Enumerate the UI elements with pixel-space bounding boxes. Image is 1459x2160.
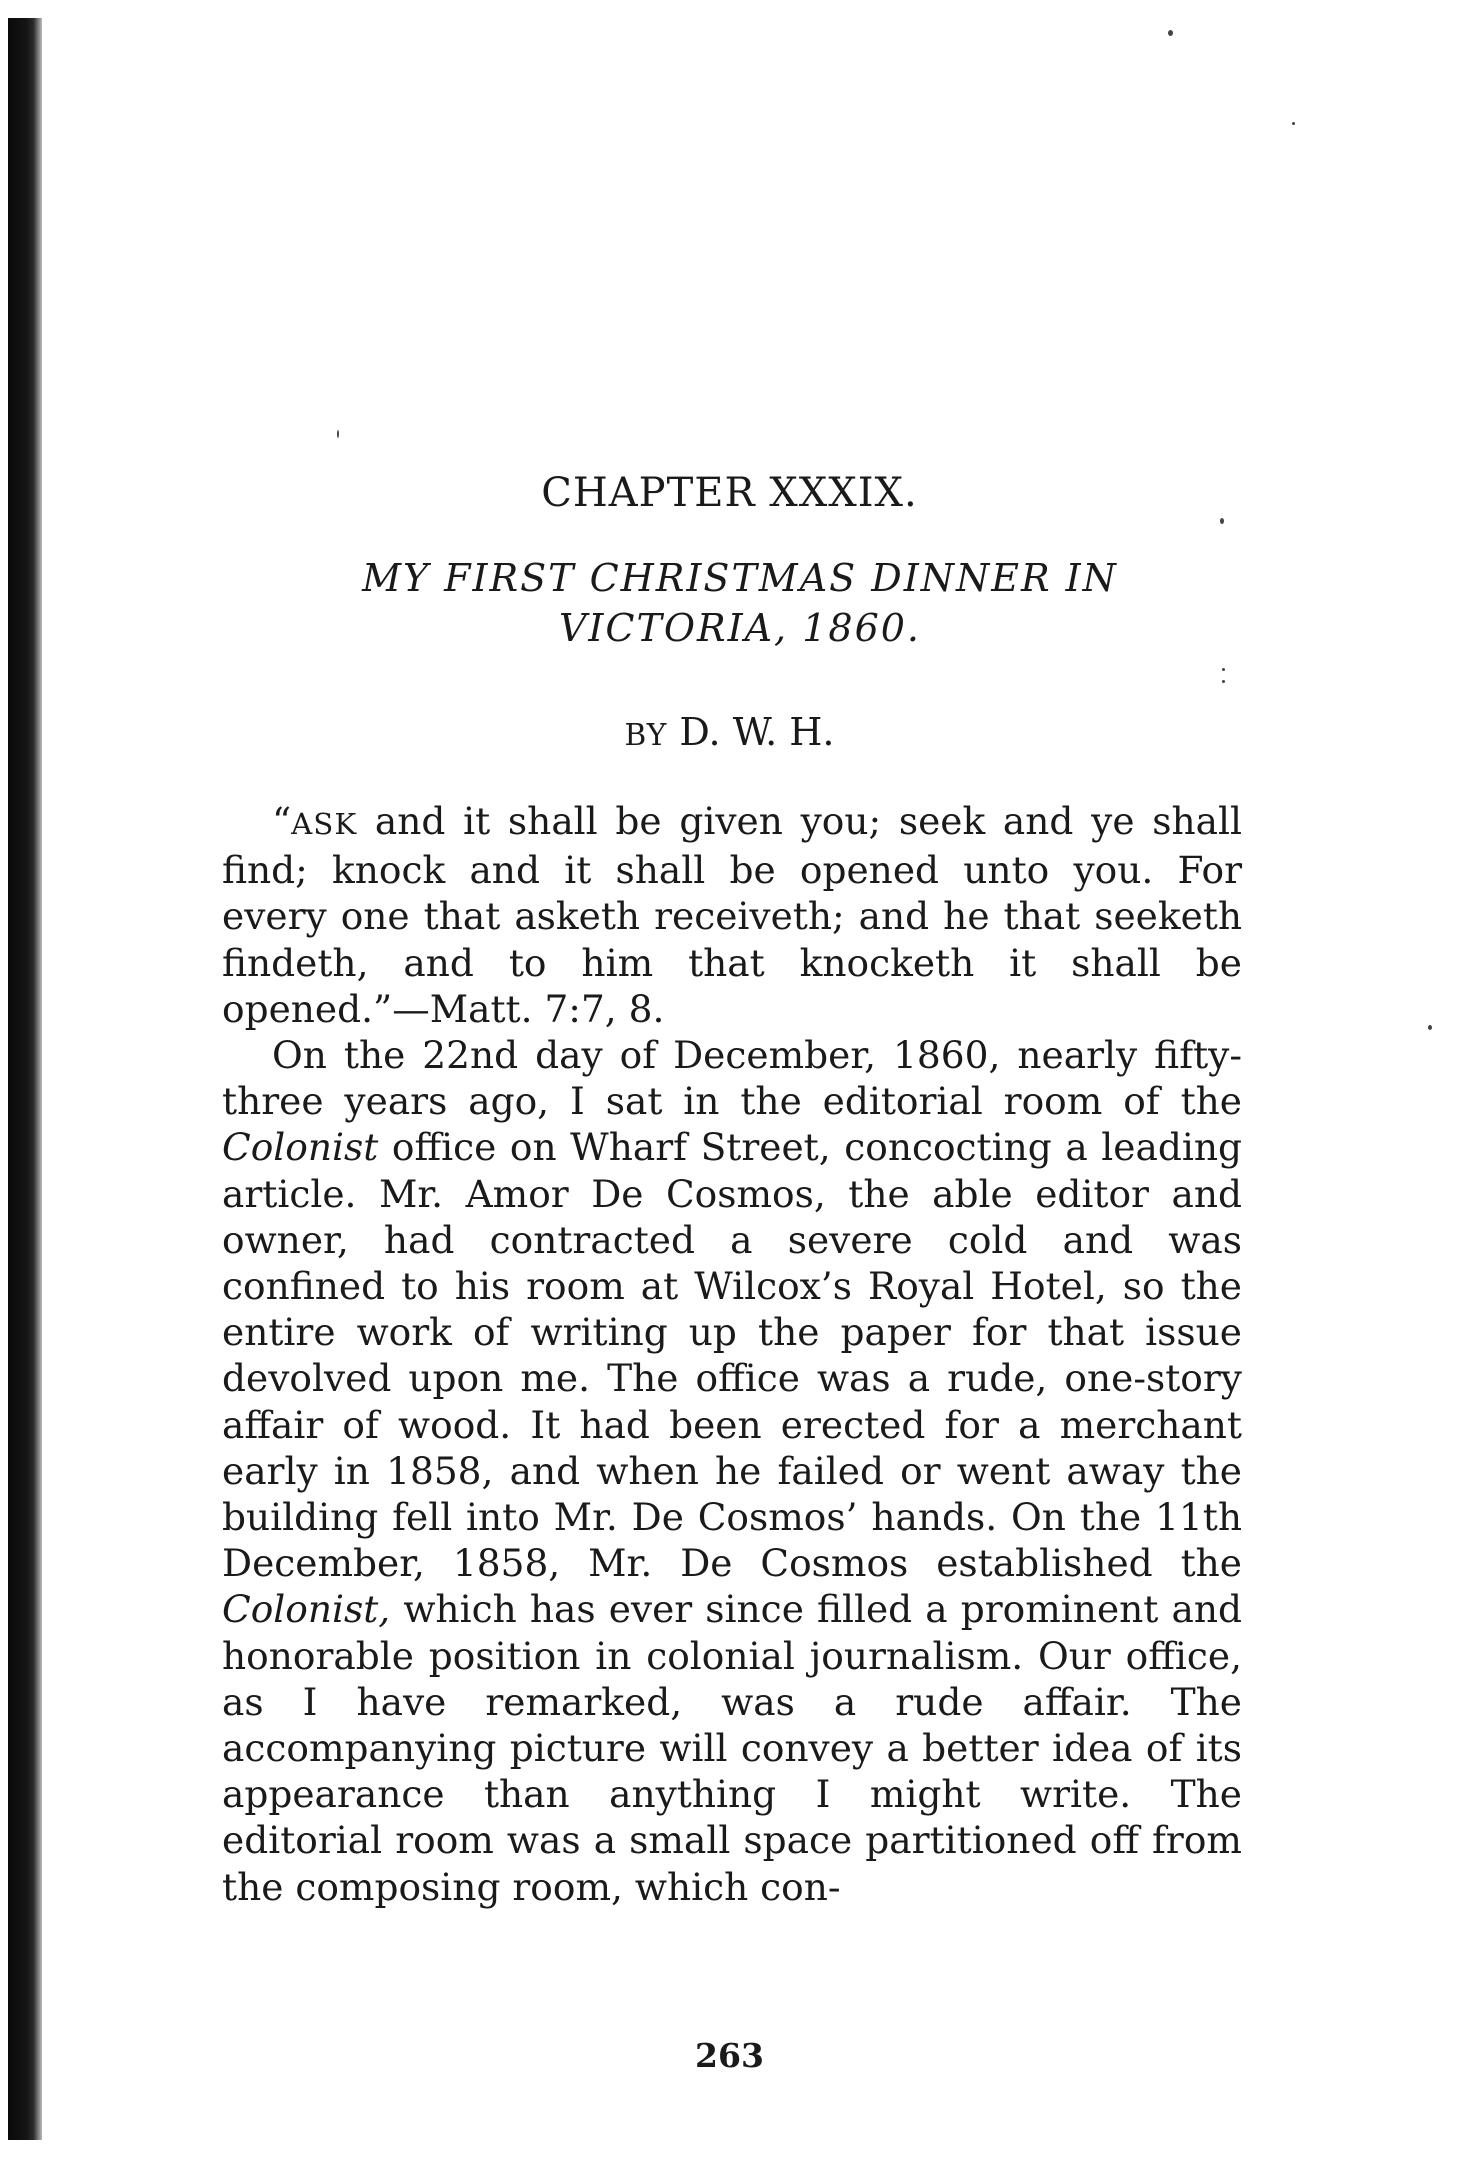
- byline: [0, 710, 1459, 754]
- chapter-title-line-1: MY FIRST CHRISTMAS DINNER IN: [362, 556, 1118, 600]
- paragraph-segment: which has ever since filled a prominent and honorable position in colonial journalism. Our office, as I have remarked, was a rude affair. The accompanying picture will convey a better idea of its appearance than anything I might write. The editorial room was a small space partitioned off from the composing room, which con-: [222, 1587, 1242, 1909]
- scan-speck: [1220, 518, 1224, 524]
- scan-speck: [337, 430, 339, 438]
- epigraph-first-word: ASK: [291, 807, 358, 841]
- newspaper-name: Colonist,: [222, 1587, 391, 1632]
- scan-speck: [1292, 122, 1295, 125]
- scan-speck: [1222, 680, 1225, 683]
- byline-author: D. W. H.: [679, 710, 835, 754]
- page-number: 263: [695, 2036, 764, 2075]
- epigraph: “ASK and it shall be given you; seek and ye shall find; knock and it shall be opened unto you. For every one that asketh receiveth; and he that seeketh findeth, and to him that knocketh it shall be opened.”—Matt. 7:7, 8.: [222, 799, 1242, 1031]
- scan-speck: [1428, 1025, 1432, 1030]
- newspaper-name: Colonist: [222, 1125, 379, 1170]
- chapter-title-line-2: VICTORIA, 1860.: [558, 606, 922, 650]
- body-paragraph: [222, 1032, 1242, 1910]
- scan-speck: [1168, 30, 1173, 36]
- scan-speck: [1222, 668, 1225, 671]
- binding-edge: [8, 18, 42, 2140]
- chapter-heading: CHAPTER XXXIX.: [541, 470, 918, 516]
- paragraph-segment: office on Wharf Street, concocting a leading article. Mr. Amor De Cosmos, the able editor and owner, had contracted a severe cold and was confined to his room at Wilcox’s Royal Hotel, so the entire work of writing up the paper for that issue devolved upon me. The office was a rude, one-story affair of wood. It had been erected for a merchant early in 1858, and when he failed or went away the building fell into Mr. De Cosmos’ hands. On the 11th December, 1858, Mr. De Cosmos established the: [222, 1125, 1242, 1586]
- epigraph-text: and it shall be given you; seek and ye shall find; knock and it shall be opened unto you. For every one that asketh receiveth; and he that seeketh findeth, and to him that knocketh it shall be opened.”—Matt. 7:7, 8.: [222, 799, 1242, 1031]
- byline-prefix: BY: [624, 717, 668, 752]
- body-text: [222, 798, 1242, 1910]
- paragraph-segment: On the 22nd day of December, 1860, nearly fifty-three years ago, I sat in the editorial room of the: [222, 1033, 1242, 1124]
- chapter-title: [290, 553, 1190, 653]
